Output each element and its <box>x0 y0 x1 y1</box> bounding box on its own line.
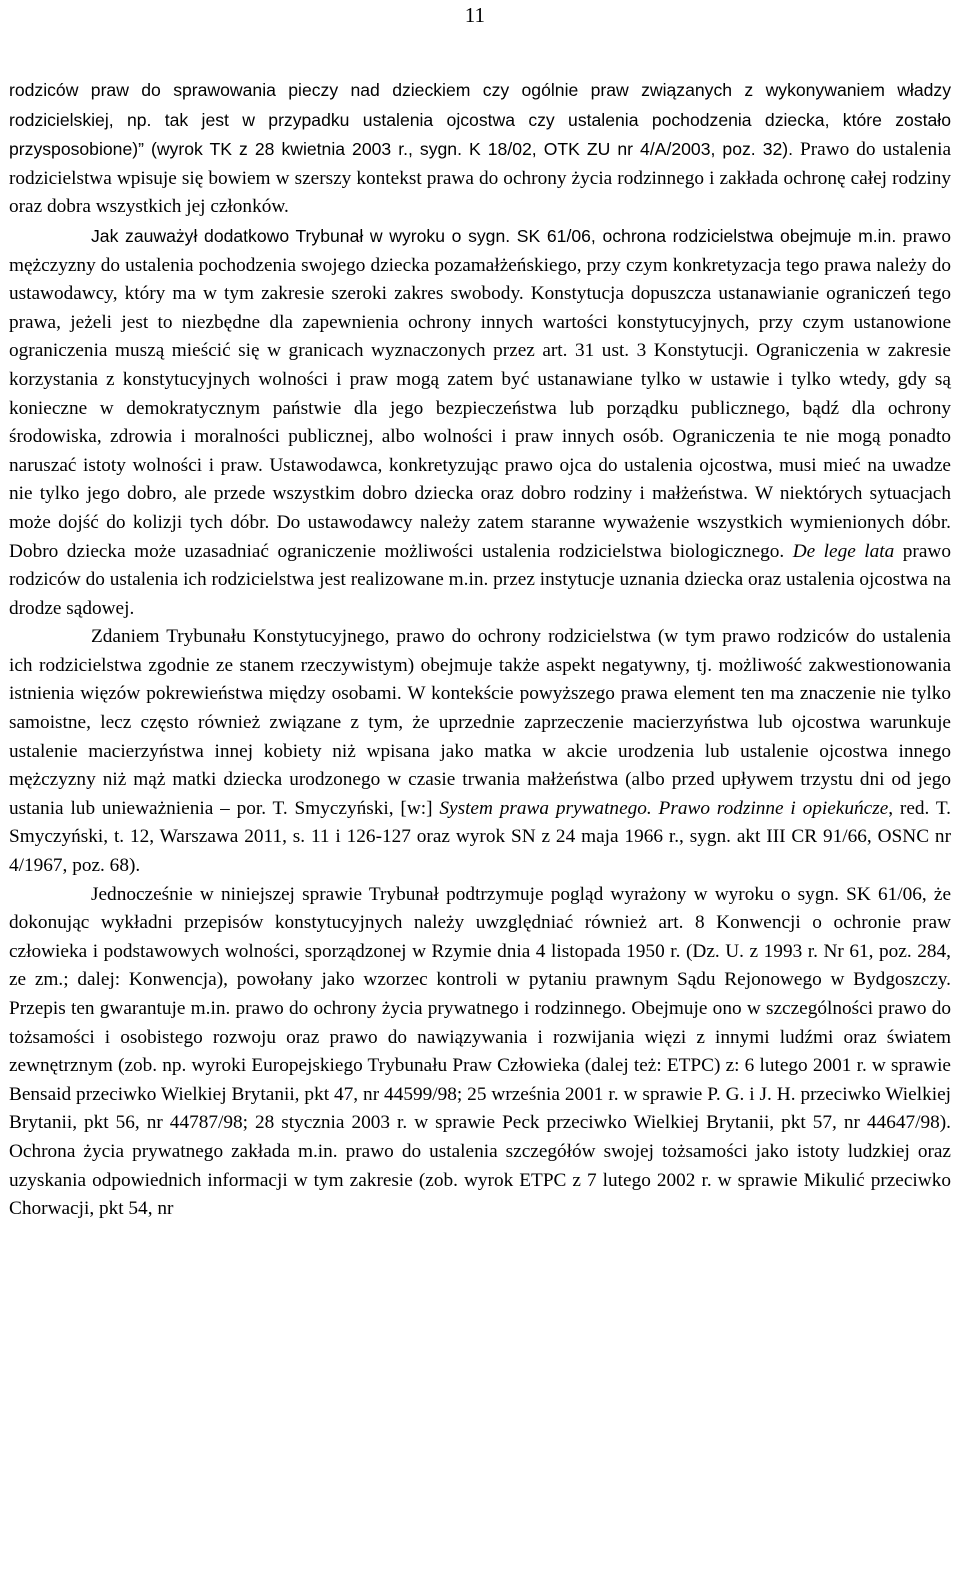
paragraph-2-latin-term: De lege lata <box>792 540 895 562</box>
document-body <box>9 76 951 1224</box>
paragraph-1-quote: rodziców praw do sprawowania pieczy nad dzieckiem czy ogólnie praw związanych z wykonywaniem władzy rodzicielskiej, np. tak jest w przypadku ustalenia ojcostwa czy ustalenia pochodzenia dziecka, które zostało przysposobione)” (wyrok TK z 28 kwietnia 2003 r., sygn. K 18/02, OTK ZU nr 4/A/2003, poz. 32). <box>9 80 951 160</box>
paragraph-3 <box>9 623 951 880</box>
paragraph-1-text: Prawo do ustalenia rodzicielstwa wpisuje się bowiem w szerszy kontekst prawa do ochrony życia rodzinnego i zakłada ochronę całej rodziny oraz dobra wszystkich jej członków. <box>9 139 952 218</box>
paragraph-4-text: Jednocześnie w niniejszej sprawie Trybunał podtrzymuje pogląd wyrażony w wyroku o sygn. SK 61/06, że dokonując wykładni przepisów konstytucyjnych należy uwzględniać również art. 8 Konwencji o ochronie praw człowieka i podstawowych wolności, sporządzonej w Rzymie dnia 4 listopada 1950 r. (Dz. U. z 1993 r. Nr 61, poz. 284, ze zm.; dalej: Konwencja), powołany jako wzorzec kontroli w pytaniu prawnym Sądu Rejonowego w Bydgoszczy. Przepis ten gwarantuje m.in. prawo do ochrony życia prywatnego i rodzinnego. Obejmuje ono w szczególności prawo do tożsamości i osobistego rozwoju oraz prawo do nawiązywania i rozwijania więzi z innymi ludźmi oraz światem zewnętrznym (zob. np. wyroki Europejskiego Trybunału Praw Człowieka (dalej też: ETPC) z: 6 lutego 2001 r. w sprawie Bensaid przeciwko Wielkiej Brytanii, pkt 47, nr 44599/98; 25 września 2001 r. w sprawie P. G. i J. H. przeciwko Wielkiej Brytanii, pkt 56, nr 44787/98; 28 stycznia 2003 r. w sprawie Peck przeciwko Wielkiej Brytanii, pkt 57, nr 44647/98). Ochrona życia prywatnego zakłada m.in. prawo do ustalenia szczegółów swojej tożsamości jako istoty ludzkiej oraz uzyskania odpowiednich informacji w tym zakresie (zob. wyrok ETPC z 7 lutego 2002 r. w sprawie Mikulić przeciwko Chorwacji, pkt 54, nr <box>9 883 951 1220</box>
paragraph-3-text: Zdaniem Trybunału Konstytucyjnego, prawo do ochrony rodzicielstwa (w tym prawo rodziców do ustalenia ich rodzicielstwa zgodnie ze stanem rzeczywistym) obejmuje także aspekt negatywny, tj. możliwość zakwestionowania istnienia więzów pokrewieństwa między osobami. W kontekście powyższego prawa element ten ma znaczenie nie tylko samoistne, lecz często również związane z tym, że uprzednie zaprzeczenie macierzyństwa lub ojcostwa warunkuje ustalenie macierzyństwa innej kobiety niż wpisana jako matka w akcie urodzenia lub ustalenie ojcostwa innego mężczyzny niż mąż matki dziecka urodzonego w czasie trwania małżeństwa (albo przed upływem trzystu dni od jego ustania lub unieważnienia – por. T. Smyczyński, [w:] <box>9 626 951 819</box>
paragraph-1 <box>9 76 951 222</box>
paragraph-3-book-title: System prawa prywatnego. Prawo rodzinne i opiekuńcze <box>439 797 889 819</box>
paragraph-2-text-end: prawo rodziców do ustalenia ich rodzicielstwa jest realizowane m.in. przez instytucje uznania dziecka oraz ustalenia ojcostwa na drodze sądowej. <box>9 540 951 619</box>
paragraph-2-quote: Jak zauważył dodatkowo Trybunał w wyroku o sygn. SK 61/06, ochrona rodzicielstwa obejmuje m.in. <box>91 225 897 246</box>
paragraph-4 <box>9 881 951 1224</box>
paragraph-2-text: prawo mężczyzny do ustalenia pochodzenia swojego dziecka pozamałżeńskiego, przy czym konkretyzacja tego prawa należy do ustawodawcy, który ma w tym zakresie szeroki zakres swobody. Konstytucja dopuszcza ustanawianie ograniczeń tego prawa, jeżeli jest to niezbędne dla zapewnienia ochrony innych wartości konstytucyjnych, przy czym ustanowione ograniczenia muszą mieścić się w granicach wyznaczonych przez art. 31 ust. 3 Konstytucji. Ograniczenia w zakresie korzystania z konstytucyjnych wolności i praw mogą zatem być ustanawiane tylko w ustawie i tylko wtedy, gdy są konieczne w demokratycznym państwie dla jego bezpieczeństwa lub porządku publicznego, bądź dla ochrony środowiska, zdrowia i moralności publicznej, albo wolności i praw innych osób. Ograniczenia te nie mogą ponadto naruszać istoty wolności i praw. Ustawodawca, konkretyzując prawo ojca do ustalenia ojcostwa, musi mieć na uwadze nie tylko jego dobro, ale przede wszystkim dobro dziecka oraz dobro rodziny i małżeństwa. W niektórych sytuacjach może dojść do kolizji tych dóbr. Do ustawodawcy należy zatem staranne wyważenie wszystkich wymienionych dóbr. Dobro dziecka może uzasadniać ograniczenie możliwości ustalenia rodzicielstwa biologicznego. <box>9 225 951 562</box>
paragraph-3-text-end: , red. T. Smyczyński, t. 12, Warszawa 2011, s. 11 i 126-127 oraz wyrok SN z 24 maja 1966 r., sygn. akt III CR 91/66, OSNC nr 4/1967, poz. 68). <box>9 797 952 877</box>
page-number: 11 <box>464 3 485 27</box>
paragraph-2 <box>9 222 951 623</box>
